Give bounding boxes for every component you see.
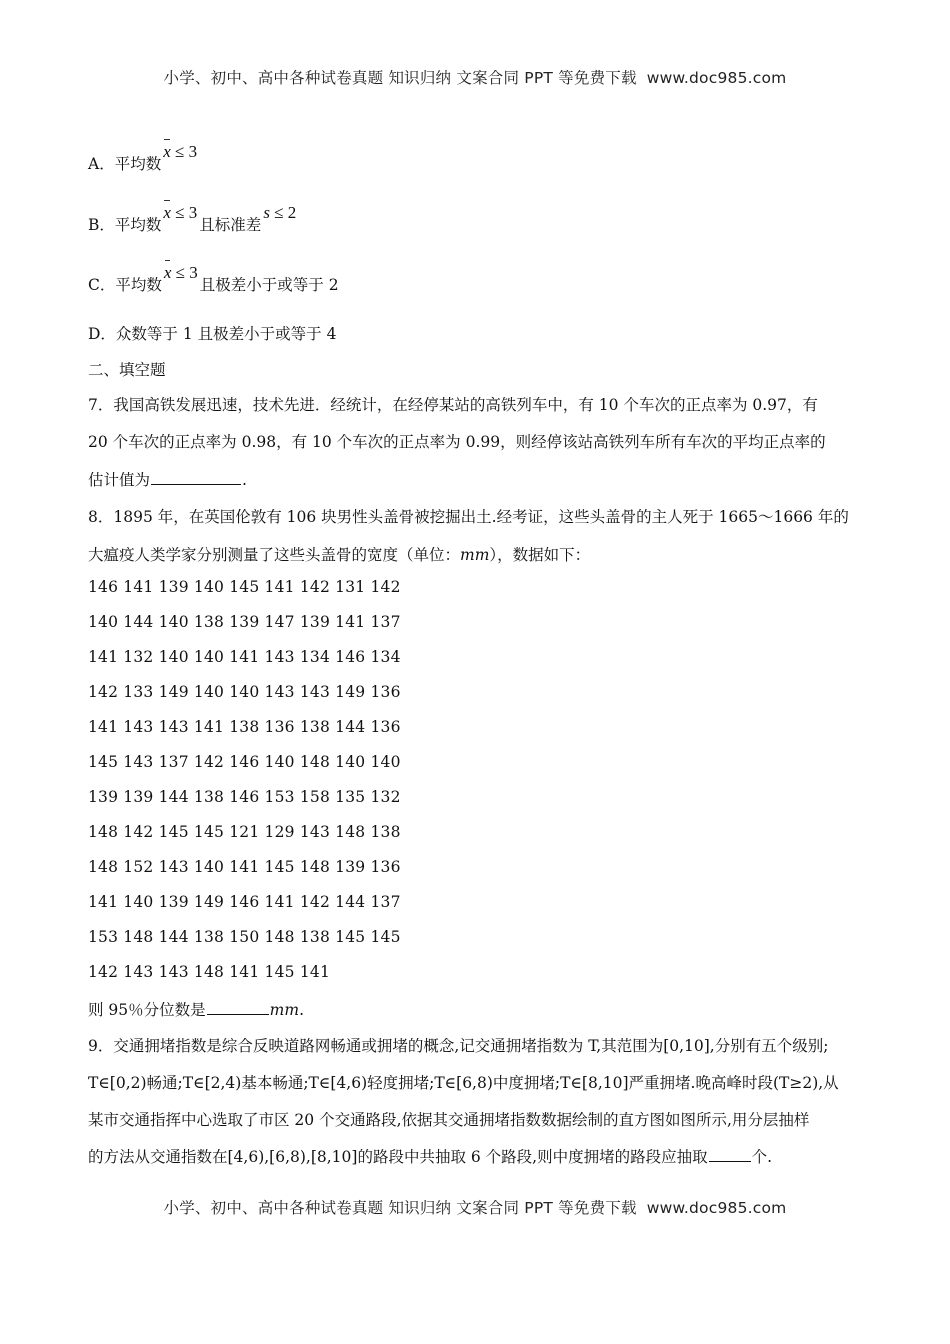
- footer-text: 小学、初中、高中各种试卷真题 知识归纳 文案合同 PPT 等免费下载: [163, 1199, 637, 1217]
- q8-line-1: 8．1895 年，在英国伦敦有 106 块男性头盖骨被挖掘出土.经考证，这些头盖骨的主人死于 1665～1666 年的: [88, 508, 849, 526]
- header-url[interactable]: www.doc985.com: [646, 69, 787, 87]
- q9-line-3: 某市交通指挥中心选取了市区 20 个交通路段,依据其交通拥堵指数数据绘制的直方图如图所示,用分层抽样: [88, 1111, 810, 1129]
- data-row: 141 143 143 141 138 136 138 144 136: [88, 718, 401, 736]
- data-row: 141 140 139 149 146 141 142 144 137: [88, 893, 401, 911]
- section-title: 二、填空题: [88, 361, 166, 379]
- header-text: 小学、初中、高中各种试卷真题 知识归纳 文案合同 PPT 等免费下载: [163, 69, 637, 87]
- q8-line-2: 大瘟疫人类学家分别测量了这些头盖骨的宽度（单位：mm），数据如下：: [88, 546, 591, 564]
- data-row: 142 133 149 140 140 143 143 149 136: [88, 683, 401, 701]
- q7-line-2: 20 个车次的正点率为 0.98，有 10 个车次的正点率为 0.99，则经停该站高铁列车所有车次的平均正点率的: [88, 433, 826, 451]
- answer-blank[interactable]: [151, 470, 241, 485]
- option-b: B．平均数x ≤ 3且标准差s ≤ 2: [88, 203, 297, 234]
- answer-blank[interactable]: [207, 1000, 269, 1015]
- data-row: 145 143 137 142 146 140 148 140 140: [88, 753, 401, 771]
- math-x-le-3: x ≤ 3: [163, 203, 198, 222]
- q8-answer-line: 则 95％分位数是 mm.: [88, 1001, 304, 1019]
- page-footer: [0, 1196, 950, 1218]
- math-s-le-2: s ≤ 2: [263, 203, 297, 222]
- data-row: 146 141 139 140 145 141 142 131 142: [88, 578, 401, 596]
- q9-line-2: T∈[0,2)畅通;T∈[2,4)基本畅通;T∈[4,6)轻度拥堵;T∈[6,8)中度拥堵;T∈[8,10]严重拥堵.晚高峰时段(T≥2),从: [88, 1074, 839, 1092]
- answer-blank[interactable]: [709, 1147, 751, 1162]
- q9-line-1: 9．交通拥堵指数是综合反映道路网畅通或拥堵的概念,记交通拥堵指数为 T,其范围为[0,10],分别有五个级别;: [88, 1037, 829, 1055]
- data-row: 139 139 144 138 146 153 158 135 132: [88, 788, 401, 806]
- option-d: D．众数等于 1 且极差小于或等于 4: [88, 325, 337, 343]
- q7-line-3: 估计值为 .: [88, 471, 247, 489]
- data-row: 153 148 144 138 150 148 138 145 145: [88, 928, 401, 946]
- option-a: A．平均数x ≤ 3: [88, 142, 198, 173]
- data-row: 141 132 140 140 141 143 134 146 134: [88, 648, 401, 666]
- q7-line-1: 7．我国高铁发展迅速，技术先进．经统计，在经停某站的高铁列车中，有 10 个车次的正点率为 0.97，有: [88, 396, 818, 414]
- math-x-le-3: x ≤ 3: [163, 142, 198, 161]
- q9-line-4: 的方法从交通指数在[4,6),[6,8),[8,10]的路段中共抽取 6 个路段,则中度拥堵的路段应抽取 个.: [88, 1148, 773, 1166]
- math-x-le-3: x ≤ 3: [163, 263, 198, 282]
- data-row: 148 142 145 145 121 129 143 148 138: [88, 823, 401, 841]
- data-row: 140 144 140 138 139 147 139 141 137: [88, 613, 401, 631]
- footer-url[interactable]: www.doc985.com: [646, 1199, 787, 1217]
- page-header: [0, 66, 950, 88]
- option-c: C．平均数x ≤ 3且极差小于或等于 2: [88, 263, 339, 294]
- data-row: 142 143 143 148 141 145 141: [88, 963, 331, 981]
- data-row: 148 152 143 140 141 145 148 139 136: [88, 858, 401, 876]
